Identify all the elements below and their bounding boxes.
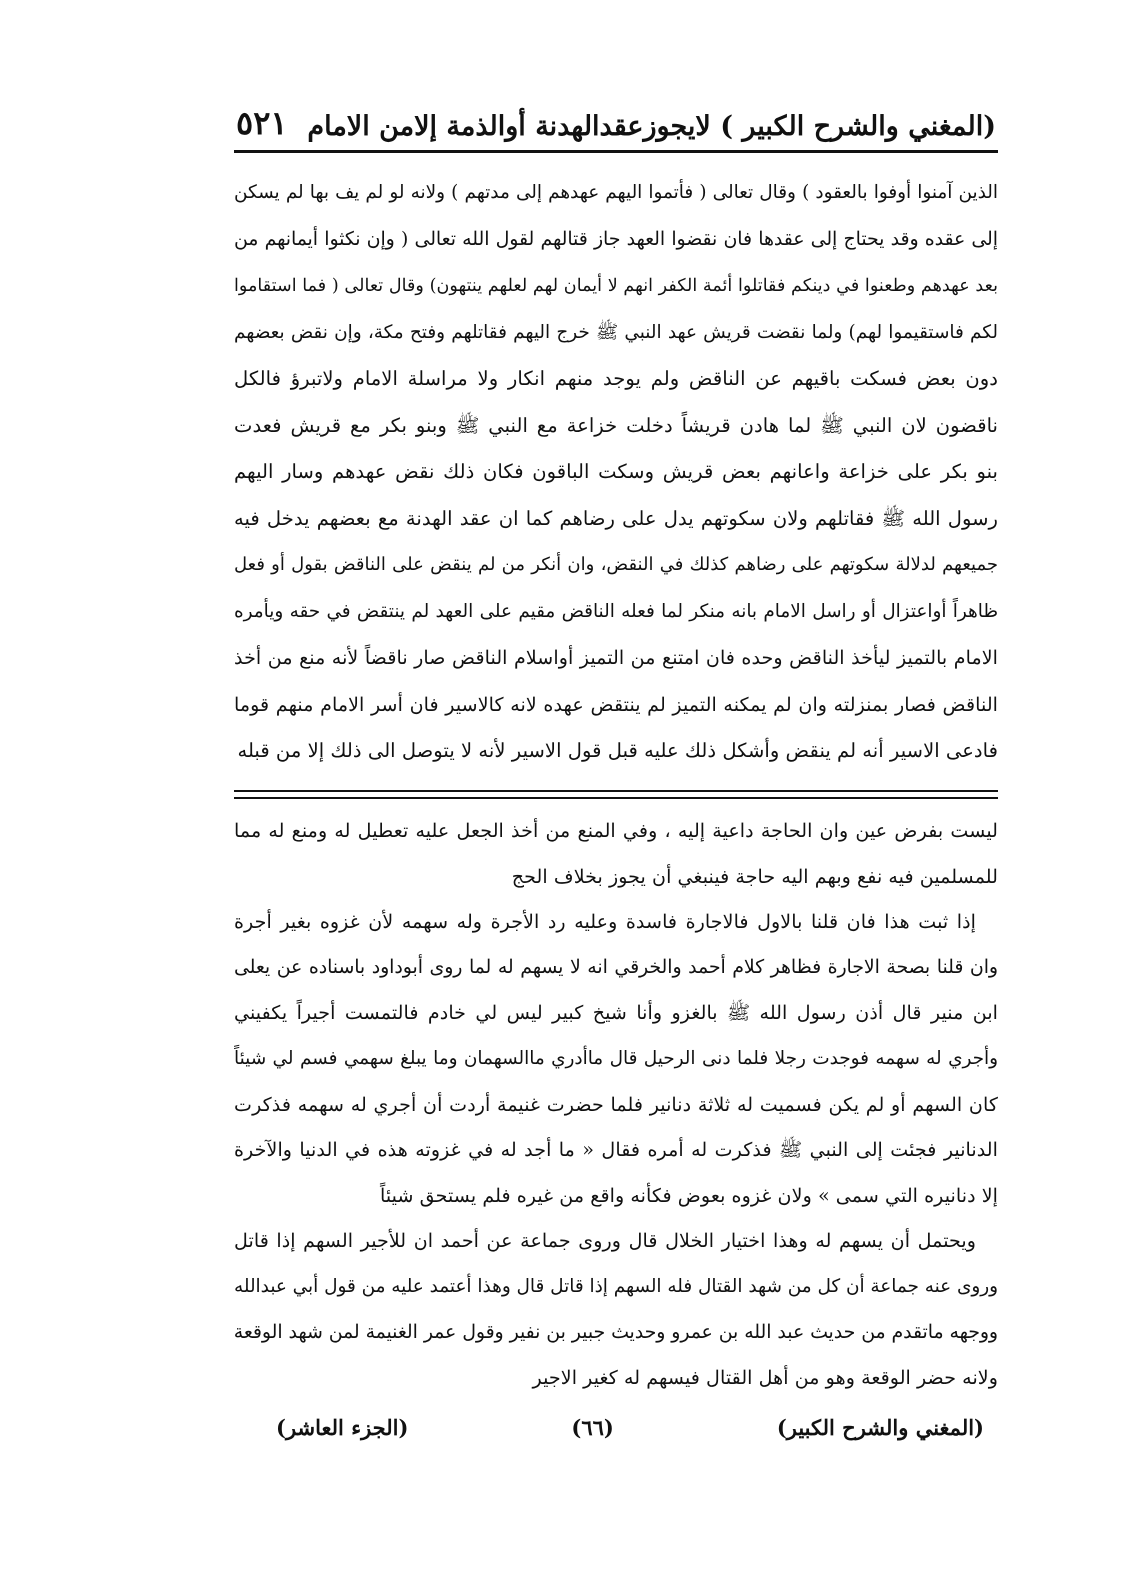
commentary-line: ليست بفرض عين وان الحاجة داعية إليه ، وفي المنع من أخذ الجعل عليه تعطيل له ومنع له مما bbox=[234, 819, 998, 842]
commentary-line: ويحتمل أن يسهم له وهذا اختيار الخلال قال وروى جماعة عن أحمد ان للأجير السهم إذا قاتل bbox=[234, 1229, 976, 1253]
main-text bbox=[234, 170, 998, 775]
page-header bbox=[236, 92, 996, 142]
commentary-line: وان قلنا بصحة الاجارة فظاهر كلام أحمد والخرقي انه لا يسهم له لما روى أبوداود باسناده عن يعلى bbox=[234, 956, 998, 978]
commentary-line: الدنانير فجئت إلى النبي ﷺ فذكرت له أمره فقال « ما أجد له في غزوته هذه في الدنيا والآخرة bbox=[234, 1138, 998, 1162]
main-text-line: جميعهم لدلالة سكوتهم على رضاهم كذلك في النقض، وان أنكر من لم ينقض على الناقض بقول أو فعل bbox=[234, 554, 998, 575]
header-rule bbox=[234, 150, 998, 153]
commentary-line: للمسلمين فيه نفع وبهم اليه حاجة فينبغي أن يجوز بخلاف الحج bbox=[511, 864, 998, 888]
main-text-line: رسول الله ﷺ فقاتلهم ولان سكوتهم يدل على رضاهم كما ان عقد الهدنة مع بعضهم يدخل فيه bbox=[234, 506, 998, 530]
section-divider-bottom bbox=[234, 797, 998, 799]
main-text-line: دون بعض فسكت باقيهم عن الناقض ولم يوجد منهم انكار ولا مراسلة الامام ولاتبرؤ فالكل bbox=[234, 367, 998, 390]
main-text-line: بنو بكر على خزاعة واعانهم بعض قريش وسكت الباقون فكان ذلك نقض عهدهم وسار اليهم bbox=[234, 460, 998, 483]
page-number: ٥٢١ bbox=[236, 104, 288, 142]
commentary-line: ووجهه ماتقدم من حديث عبد الله بن عمرو وحديث جبير بن نفير وقول عمر الغنيمة لمن شهد الوقعة bbox=[234, 1321, 998, 1343]
footer-sheet-number: (٦٦) bbox=[571, 1414, 614, 1440]
section-divider-top bbox=[234, 790, 998, 792]
page-footer bbox=[276, 1405, 984, 1449]
main-text-line: بعد عهدهم وطعنوا في دينكم فقاتلوا أئمة الكفر انهم لا أيمان لهم لعلهم ينتهون) وقال تعالى ( فما استقاموا bbox=[234, 276, 998, 296]
footer-book-title: (المغني والشرح الكبير) bbox=[776, 1414, 984, 1440]
commentary-line: ولانه حضر الوقعة وهو من أهل القتال فيسهم له كغير الاجير bbox=[532, 1366, 998, 1390]
commentary-line: إذا ثبت هذا فان قلنا بالاول فالاجارة فاسدة وعليه رد الأجرة وله سهمه لأن غزوه بغير أجرة bbox=[234, 910, 976, 934]
main-text-line: الناقض فصار بمنزلته وان لم يمكنه التميز لم ينتقض عهده لانه كالاسير فان أسر الامام منهم قوما bbox=[234, 692, 998, 716]
main-text-line: فادعى الاسير أنه لم ينقض وأشكل ذلك عليه قبل قول الاسير لأنه لا يتوصل الى ذلك إلا من قبله bbox=[237, 739, 998, 762]
commentary-line: وأجري له سهمه فوجدت رجلا فلما دنى الرحيل قال ماأدري ماالسهمان وما يبلغ سهمي فسم لي شيئاً bbox=[234, 1047, 998, 1069]
main-text-line: ظاهراً أواعتزال أو راسل الامام بانه منكر لما فعله الناقض مقيم على العهد لم ينتقض في حقه ويأمره bbox=[234, 600, 998, 622]
commentary-line: ابن منير قال أذن رسول الله ﷺ بالغزو وأنا شيخ كبير ليس لي خادم فالتمست أجيراً يكفيني bbox=[234, 1001, 998, 1025]
main-text-line: لكم فاستقيموا لهم) ولما نقضت قريش عهد النبي ﷺ خرج اليهم فقاتلهم وفتح مكة، وإن نقض بعضهم bbox=[234, 321, 998, 343]
commentary-line: كان السهم أو لم يكن فسميت له ثلاثة دنانير فلما حضرت غنيمة أردت أن أجري له سهمه فذكرت bbox=[234, 1092, 998, 1116]
running-title: (المغني والشرح الكبير ) لايجوزعقدالهدنة أوالذمة إلامن الامام bbox=[307, 111, 996, 142]
commentary-line: وروى عنه جماعة أن كل من شهد القتال فله السهم إذا قاتل قال وهذا أعتمد عليه من قول أبي عبدالله bbox=[234, 1275, 998, 1297]
main-text-line: الذين آمنوا أوفوا بالعقود ) وقال تعالى ( فأتموا اليهم عهدهم إلى مدتهم ) ولانه لو لم يف بها لم يسكن bbox=[234, 182, 998, 203]
footer-volume: (الجزء العاشر) bbox=[276, 1414, 409, 1440]
main-text-line: إلى عقده وقد يحتاج إلى عقدها فان نقضوا العهد جاز قتالهم لقول الله تعالى ( وإن نكثوا أيمانهم من bbox=[234, 228, 998, 250]
main-text-line: الامام بالتميز ليأخذ الناقض وحده فان امتنع من التميز أواسلام الناقض صار ناقضاً لأنه منع من أخذ bbox=[234, 646, 998, 669]
main-text-line: ناقضون لان النبي ﷺ لما هادن قريشاً دخلت خزاعة مع النبي ﷺ وبنو بكر مع قريش فعدت bbox=[234, 413, 998, 437]
commentary-line: إلا دنانيره التي سمى » ولان غزوه بعوض فكأنه واقع من غيره فلم يستحق شيئاً bbox=[380, 1183, 998, 1207]
commentary-text bbox=[234, 808, 998, 1401]
